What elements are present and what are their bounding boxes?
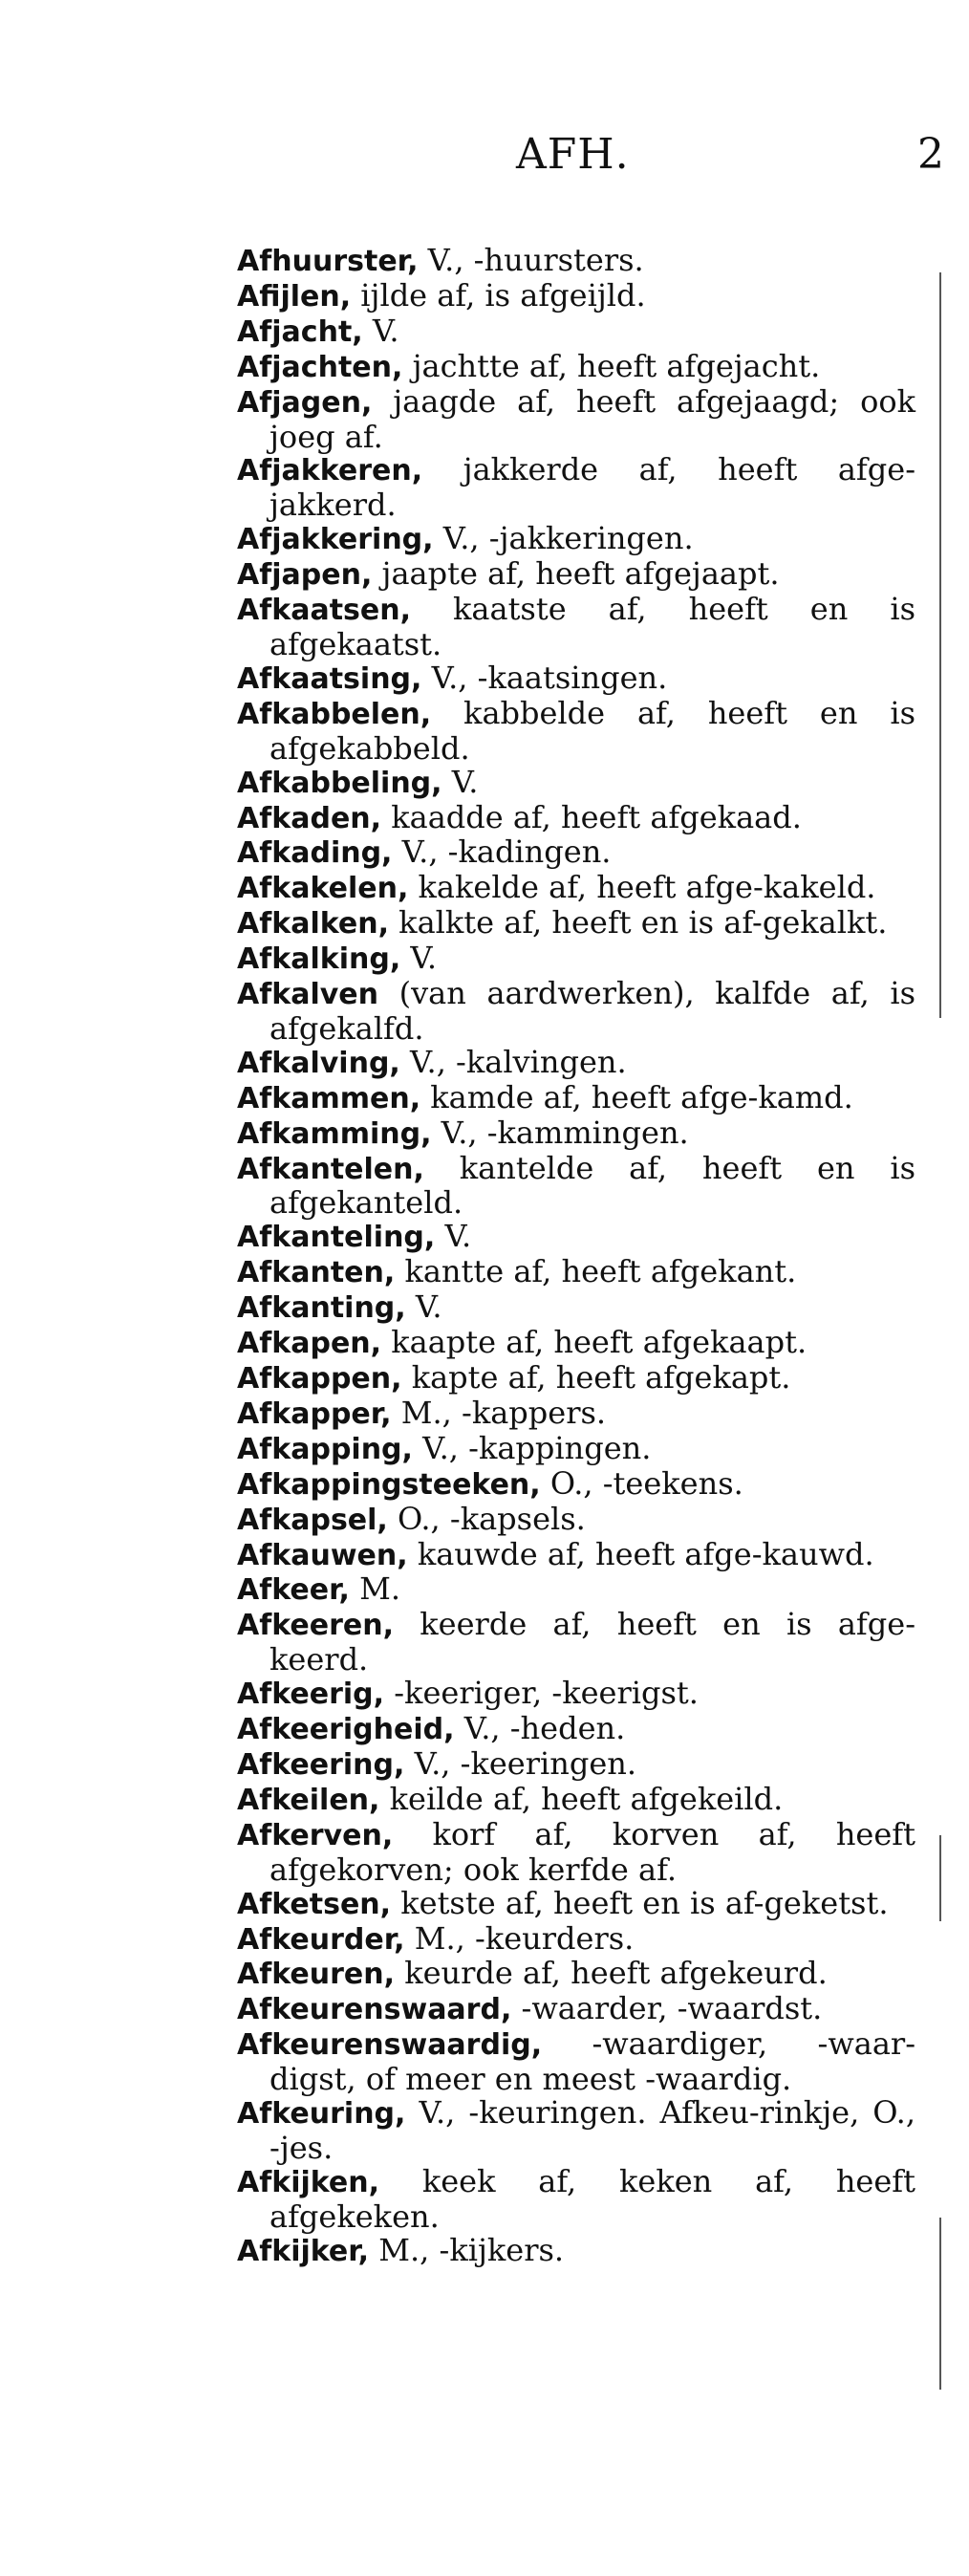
entry-headword: Afkeurenswaard,	[237, 1993, 512, 2027]
dictionary-entry	[237, 2231, 915, 2269]
entry-definition: keilde af, heeft afgekeild.	[379, 1780, 784, 1817]
entry-headword: Afjakkering,	[237, 523, 434, 557]
dictionary-entry	[237, 347, 915, 385]
entry-headword: Afkaatsing,	[237, 661, 422, 696]
dictionary-entry	[237, 1326, 915, 1361]
dictionary-entry	[237, 1116, 915, 1152]
entry-definition: O., -teekens.	[540, 1464, 743, 1502]
entry-headword: Afkantelen,	[237, 1152, 424, 1186]
entry-headword: Afjakkeren,	[237, 454, 423, 488]
dictionary-entry	[237, 1220, 915, 1255]
dictionary-entry	[237, 1572, 915, 1608]
entry-headword: Afkeuren,	[237, 1958, 396, 1992]
dictionary-entry	[237, 906, 915, 942]
entry-definition: ketste af, heeft en is af-geketst.	[391, 1884, 889, 1921]
entry-headword: Afkijker,	[237, 2234, 370, 2268]
dictionary-entry	[237, 977, 915, 1046]
entry-headword: Afkeurenswaardig,	[237, 2028, 543, 2063]
entry-headword: Afkappen,	[237, 1362, 402, 1396]
entry-headword: Afkalking,	[237, 942, 401, 977]
dictionary-entry	[237, 763, 915, 801]
entry-headword: Afkading,	[237, 836, 393, 871]
dictionary-entry	[237, 382, 915, 455]
entry-headword: Afkabbelen,	[237, 697, 432, 731]
entry-definition: kauwde af, heeft afge-kauwd.	[407, 1535, 874, 1572]
entry-definition: kaapte af, heeft afgekaapt.	[381, 1324, 808, 1361]
entry-definition: (van aardwerken), kalfde af, is afgekalfd.	[269, 975, 915, 1047]
entry-definition: V.	[435, 1218, 472, 1255]
entry-definition: -waarder, -waardst.	[511, 1990, 823, 2027]
entry-headword: Afkakelen,	[237, 872, 409, 906]
entry-definition: kaadde af, heeft afgekaad.	[381, 798, 802, 835]
entry-definition: V., -keeringen.	[404, 1744, 637, 1782]
entry-headword: Afkapper,	[237, 1396, 392, 1431]
entry-headword: Afjachten,	[237, 350, 403, 384]
entry-definition: V.	[405, 1288, 442, 1326]
dictionary-entry	[237, 835, 915, 871]
entry-definition: V., -kadingen.	[392, 833, 612, 871]
entry-headword: Afkalving,	[237, 1046, 400, 1080]
entry-headword: Afkaatsen,	[237, 594, 412, 628]
dictionary-entry	[237, 1429, 915, 1467]
entry-headword: Afkapen,	[237, 1327, 382, 1361]
entry-definition: jachtte af, heeft afgejacht.	[402, 347, 821, 384]
dictionary-entry	[237, 522, 915, 557]
dictionary-entry	[237, 1464, 915, 1503]
entry-headword: Afkauwen,	[237, 1538, 408, 1572]
entry-definition: kakelde af, heeft afge-kakeld.	[408, 869, 876, 906]
margin-rule	[939, 272, 941, 1018]
entry-headword: Afijlen,	[237, 279, 352, 314]
dictionary-entry	[237, 871, 915, 906]
entry-headword: Afkalken,	[237, 907, 389, 942]
entry-definition: V.	[441, 763, 479, 800]
dictionary-entry	[237, 1255, 915, 1290]
entry-definition: keurde af, heeft afgekeurd.	[395, 1955, 828, 1992]
entry-headword: Afkeerig,	[237, 1678, 385, 1712]
entry-definition: O., -kapsels.	[387, 1500, 586, 1537]
entry-headword: Afkalven	[237, 978, 379, 1012]
dictionary-entry	[237, 1043, 915, 1081]
dictionary-entry	[237, 2162, 915, 2235]
entry-headword: Afkanteling,	[237, 1221, 436, 1255]
dictionary-entry	[237, 942, 915, 977]
dictionary-entry	[237, 244, 915, 279]
dictionary-entries	[237, 244, 915, 2269]
entry-definition: V., -kaatsingen.	[421, 659, 668, 696]
entry-headword: Afkappingsteeken,	[237, 1467, 541, 1502]
dictionary-entry	[237, 1712, 915, 1747]
entry-headword: Afketsen,	[237, 1887, 392, 1921]
entry-definition: M., -kijkers.	[369, 2231, 565, 2268]
dictionary-entry	[237, 1884, 915, 1922]
dictionary-entry	[237, 314, 915, 350]
entry-headword: Afkapping,	[237, 1432, 413, 1466]
entry-headword: Afkamming,	[237, 1116, 432, 1151]
entry-headword: Afkeuring,	[237, 2097, 406, 2132]
dictionary-entry	[237, 1149, 915, 1222]
entry-definition: V., -kappingen.	[412, 1429, 652, 1466]
entry-headword: Afkeer,	[237, 1573, 350, 1608]
dictionary-entry	[237, 798, 915, 836]
dictionary-entry	[237, 1957, 915, 1992]
entry-headword: Afkijken,	[237, 2165, 380, 2199]
dictionary-entry	[237, 1078, 915, 1116]
entry-definition: V., -huursters.	[418, 242, 644, 278]
entry-definition: M., -keurders.	[404, 1919, 635, 1957]
entry-headword: Afkammen,	[237, 1081, 421, 1115]
entry-definition: M., -kappers.	[391, 1394, 607, 1431]
entry-headword: Afkeeren,	[237, 1609, 395, 1643]
entry-definition: keerde af, heeft en is afge-keerd.	[269, 1606, 915, 1678]
entry-headword: Afkeurder,	[237, 1922, 405, 1957]
page-header-title: AFH.	[516, 130, 630, 179]
margin-rule	[939, 2218, 941, 2390]
entry-definition: jaapte af, heeft afgejaapt.	[372, 555, 780, 593]
entry-definition: V., -jakkeringen.	[433, 520, 694, 557]
dictionary-entry	[237, 593, 915, 661]
dictionary-entry	[237, 1992, 915, 2027]
page-number: 2	[917, 130, 944, 179]
dictionary-entry	[237, 276, 915, 314]
entry-headword: Afjapen,	[237, 558, 373, 593]
entry-definition: kantte af, heeft afgekant.	[395, 1253, 797, 1290]
dictionary-entry	[237, 2096, 915, 2165]
dictionary-entry	[237, 661, 915, 697]
entry-headword: Afkeering,	[237, 1747, 405, 1782]
entry-definition: M.	[349, 1570, 400, 1608]
entry-definition: V., -kammingen.	[431, 1114, 689, 1151]
dictionary-entry	[237, 1290, 915, 1326]
entry-headword: Afjagen,	[237, 385, 373, 420]
entry-definition: kamde af, heeft afge-kamd.	[420, 1078, 853, 1115]
entry-definition: korf af, korven af, heeft afgekorven; ook kerfde af.	[269, 1815, 915, 1888]
entry-definition: V., -heden.	[454, 1710, 626, 1747]
entry-definition: kantelde af, heeft en is afgekanteld.	[269, 1149, 915, 1222]
entry-headword: Afjacht,	[237, 314, 363, 349]
entry-definition: V.	[362, 312, 399, 349]
entry-definition: V.	[400, 940, 438, 977]
entry-definition: kaatste af, heeft en is afgekaatst.	[269, 591, 915, 662]
entry-headword: Afkanting,	[237, 1291, 406, 1326]
entry-definition: kalkte af, heeft en is af-gekalkt.	[389, 904, 888, 942]
entry-headword: Afkeilen,	[237, 1783, 380, 1817]
dictionary-entry	[237, 694, 915, 767]
dictionary-entry	[237, 1677, 915, 1712]
entry-definition: V., -kalvingen.	[399, 1043, 627, 1080]
dictionary-entry	[237, 453, 915, 522]
entry-definition: jaagde af, heeft afgejaagd; ook joeg af.	[269, 382, 915, 455]
dictionary-entry	[237, 1608, 915, 1677]
entry-definition: V., -keuringen. Afkeu-rinkje, O., -jes.	[269, 2094, 915, 2166]
entry-headword: Afkeerigheid,	[237, 1713, 455, 1747]
dictionary-entry	[237, 557, 915, 593]
dictionary-entry	[237, 1396, 915, 1432]
entry-headword: Afkerven,	[237, 1818, 394, 1852]
dictionary-entry	[237, 1780, 915, 1818]
dictionary-entry	[237, 1815, 915, 1888]
entry-headword: Afkabbeling,	[237, 766, 442, 800]
entry-definition: keek af, keken af, heeft afgekeken.	[269, 2162, 915, 2235]
dictionary-entry	[237, 1361, 915, 1396]
entry-definition: -keeriger, -keerigst.	[384, 1675, 699, 1712]
dictionary-entry	[237, 2027, 915, 2096]
entry-headword: Afkanten,	[237, 1256, 396, 1290]
entry-headword: Afkapsel,	[237, 1503, 388, 1537]
dictionary-entry	[237, 1744, 915, 1783]
entry-definition: -waardiger, -waar-digst, of meer en meest -waardig.	[269, 2025, 915, 2098]
entry-definition: jakkerde af, heeft afge-jakkerd.	[269, 451, 915, 524]
entry-definition: kapte af, heeft afgekapt.	[401, 1359, 791, 1396]
dictionary-entry	[237, 1919, 915, 1958]
dictionary-entry	[237, 1500, 915, 1538]
margin-rule	[939, 1835, 941, 1921]
dictionary-entry	[237, 1535, 915, 1573]
entry-definition: ijlde af, is afgeijld.	[351, 276, 646, 314]
entry-definition: kabbelde af, heeft en is afgekabbeld.	[269, 694, 915, 767]
entry-headword: Afhuurster,	[237, 245, 419, 278]
entry-headword: Afkaden,	[237, 801, 382, 835]
